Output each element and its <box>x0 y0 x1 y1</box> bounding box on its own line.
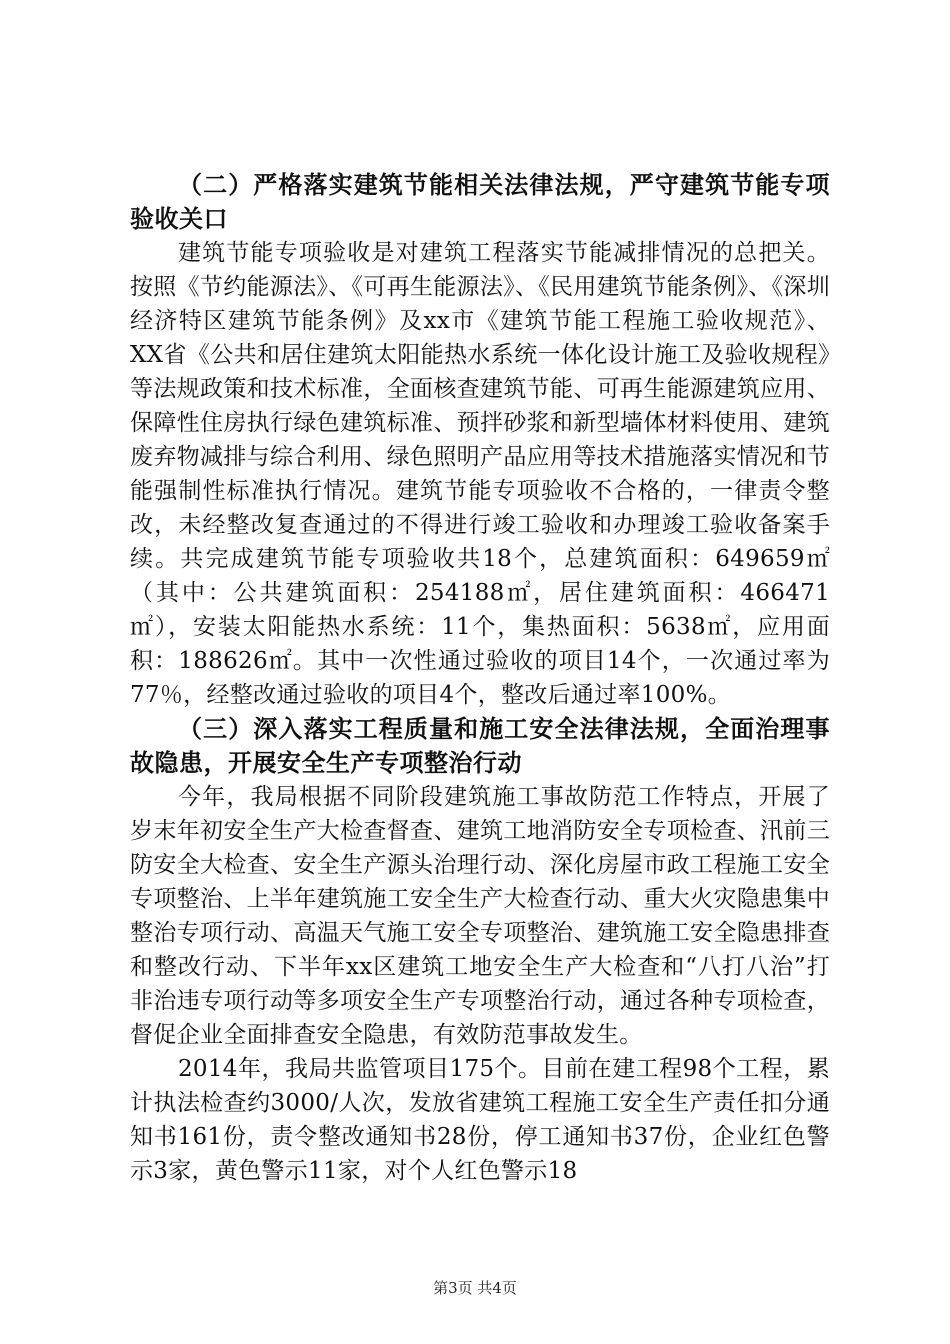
document-body <box>130 168 830 1188</box>
section-heading-2: （二）严格落实建筑节能相关法律法规，严守建筑节能专项验收关口 <box>130 171 830 233</box>
page-footer: 第3页 共4页 <box>433 1279 517 1297</box>
section-heading-3: （三）深入落实工程质量和施工安全法律法规，全面治理事故隐患，开展安全生产专项整治行动 <box>130 715 830 777</box>
section-3-paragraph-1: 今年，我局根据不同阶段建筑施工事故防范工作特点，开展了岁末年初安全生产大检查督查、建筑工地消防安全专项检查、汛前三防安全大检查、安全生产源头治理行动、深化房屋市政工程施工安全专项整治、上半年建筑施工安全生产大检查行动、重大火灾隐患集中整治专项行动、高温天气施工安全专项整治、建筑施工安全隐患排查和整改行动、下半年xx区建筑工地安全生产大检查和“八打八治”打非治违专项行动等多项安全生产专项整治行动，通过各种专项检查，督促企业全面排查安全隐患，有效防范事故发生。 <box>130 784 830 1048</box>
section-3-paragraph-2: 2014年，我局共监管项目175个。目前在建工程98个工程，累计执法检查约3000/人次，发放省建筑工程施工安全生产责任扣分通知书161份，责令整改通知书28份，停工通知书37份，企业红色警示3家，黄色警示11家，对个人红色警示18 <box>130 1056 830 1184</box>
section-2-paragraph-1: 建筑节能专项验收是对建筑工程落实节能减排情况的总把关。按照《节约能源法》、《可再生能源法》、《民用建筑节能条例》、《深圳经济特区建筑节能条例》及xx市《建筑节能工程施工验收规范》、XX省《公共和居住建筑太阳能热水系统一体化设计施工及验收规程》等法规政策和技术标准，全面核查建筑节能、可再生能源建筑应用、保障性住房执行绿色建筑标准、预拌砂浆和新型墙体材料使用、建筑废弃物减排与综合利用、绿色照明产品应用等技术措施落实情况和节能强制性标准执行情况。建筑节能专项验收不合格的，一律责令整改，未经整改复查通过的不得进行竣工验收和办理竣工验收备案手续。共完成建筑节能专项验收共18个，总建筑面积：649659㎡（其中：公共建筑面积：254188㎡，居住建筑面积：466471㎡），安装太阳能热水系统：11个，集热面积：5638㎡，应用面积：188626㎡。其中一次性通过验收的项目14个，一次通过率为77％，经整改通过验收的项目4个，整改后通过率100%。 <box>130 240 830 708</box>
